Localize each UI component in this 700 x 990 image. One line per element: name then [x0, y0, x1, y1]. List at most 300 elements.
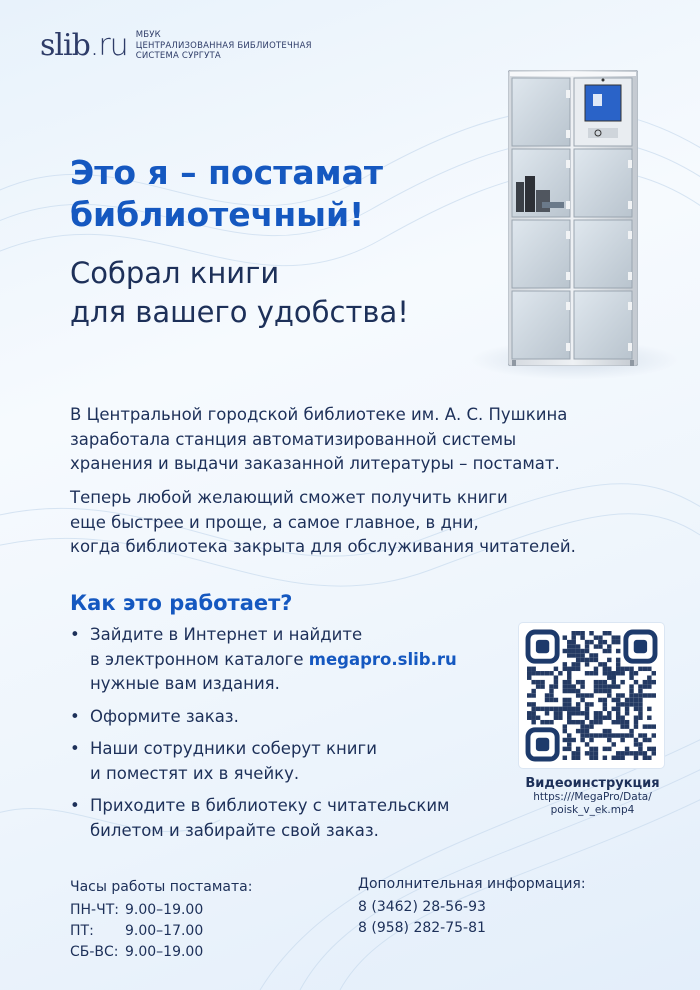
qr-module — [616, 667, 620, 671]
qr-module — [603, 747, 607, 751]
qr-module — [598, 716, 602, 720]
qr-module — [540, 671, 544, 675]
intro-line: когда библиотека закрыта для обслуживания читателей. — [70, 537, 576, 556]
qr-module — [540, 680, 544, 684]
qr-module — [527, 675, 531, 679]
qr-module — [594, 680, 598, 684]
qr-module — [598, 662, 602, 666]
qr-module — [616, 698, 620, 702]
qr-module — [554, 698, 558, 702]
logo-org-line: СИСТЕМА СУРГУТА — [135, 51, 221, 62]
qr-module — [598, 689, 602, 693]
qr-module — [571, 711, 575, 715]
qr-module — [612, 640, 616, 644]
step-text: нужные вам издания. — [90, 674, 280, 693]
qr-module — [567, 649, 571, 653]
qr-module — [603, 716, 607, 720]
logo-org-line: ЦЕНТРАЛИЗОВАННАЯ БИБЛИОТЕЧНАЯ — [135, 40, 312, 51]
qr-module — [567, 733, 571, 737]
qr-module — [634, 756, 638, 760]
qr-module — [598, 711, 602, 715]
qr-module — [612, 684, 616, 688]
logo-wordmark — [40, 30, 128, 62]
qr-module — [531, 707, 535, 711]
qr-module — [638, 716, 642, 720]
qr-module — [531, 720, 535, 724]
qr-module — [571, 667, 575, 671]
qr-module — [620, 724, 624, 728]
qr-module — [652, 724, 656, 728]
qr-module — [603, 756, 607, 760]
qr-module — [567, 680, 571, 684]
qr-module — [616, 720, 620, 724]
qr-module — [612, 680, 616, 684]
qr-finder-center — [634, 640, 647, 653]
contact-title: Дополнительная информация: — [358, 876, 586, 892]
qr-module — [603, 671, 607, 675]
qr-module — [620, 693, 624, 697]
qr-module — [629, 667, 633, 671]
intro-line: заработала станция автоматизированной системы — [70, 429, 517, 449]
qr-module — [549, 693, 553, 697]
qr-module — [634, 738, 638, 742]
qr-module — [554, 667, 558, 671]
qr-module — [647, 693, 651, 697]
qr-module — [625, 733, 629, 737]
qr-module — [576, 680, 580, 684]
qr-module — [629, 751, 633, 755]
qr-module — [576, 649, 580, 653]
qr-module — [527, 693, 531, 697]
qr-module — [585, 707, 589, 711]
qr-module — [620, 733, 624, 737]
qr-finder-center — [536, 640, 549, 653]
qr-module — [580, 738, 584, 742]
steps-list — [70, 623, 510, 851]
qr-module — [594, 751, 598, 755]
qr-module — [540, 707, 544, 711]
qr-module — [629, 702, 633, 706]
qr-module — [576, 720, 580, 724]
qr-module — [567, 711, 571, 715]
qr-module — [549, 707, 553, 711]
qr-module — [580, 711, 584, 715]
qr-module — [549, 689, 553, 693]
qr-module — [616, 662, 620, 666]
qr-module — [536, 707, 540, 711]
qr-module — [585, 724, 589, 728]
qr-module — [647, 738, 651, 742]
qr-module — [576, 662, 580, 666]
qr-module — [607, 658, 611, 662]
qr-module — [585, 662, 589, 666]
qr-module — [563, 724, 567, 728]
qr-module — [576, 693, 580, 697]
list-item — [70, 705, 510, 730]
qr-module — [531, 680, 535, 684]
logo-org-line: МБУК — [135, 30, 161, 41]
qr-module — [531, 671, 535, 675]
qr-module — [571, 640, 575, 644]
qr-module — [643, 756, 647, 760]
step-text: в электронном каталоге — [90, 649, 309, 669]
qr-module — [634, 693, 638, 697]
qr-module — [616, 751, 620, 755]
hours-days: ПН-ЧТ: — [70, 902, 119, 918]
qr-module — [536, 671, 540, 675]
qr-module — [536, 716, 540, 720]
qr-module — [567, 747, 571, 751]
qr-module — [643, 738, 647, 742]
qr-code-card[interactable] — [519, 623, 664, 768]
intro-line: В Центральной городской библиотеке им. А. С. Пушкина — [70, 405, 568, 424]
qr-module — [589, 733, 593, 737]
qr-module — [607, 675, 611, 679]
qr-module — [616, 711, 620, 715]
qr-module — [647, 680, 651, 684]
qr-module — [625, 698, 629, 702]
qr-module — [563, 680, 567, 684]
qr-module — [652, 747, 656, 751]
qr-module — [638, 742, 642, 746]
qr-module — [571, 635, 575, 639]
qr-module — [603, 649, 607, 653]
qr-module — [638, 698, 642, 702]
qr-module — [652, 693, 656, 697]
qr-module — [634, 671, 638, 675]
qr-module — [549, 684, 553, 688]
qr-module — [580, 658, 584, 662]
qr-module — [607, 716, 611, 720]
qr-module — [616, 707, 620, 711]
qr-module — [625, 724, 629, 728]
qr-module — [589, 738, 593, 742]
qr-module — [629, 675, 633, 679]
catalog-link[interactable]: megapro.slib.ru — [308, 649, 457, 669]
qr-module — [563, 756, 567, 760]
qr-module — [647, 724, 651, 728]
qr-module — [589, 631, 593, 635]
qr-module — [554, 684, 558, 688]
qr-module — [580, 680, 584, 684]
qr-module — [580, 724, 584, 728]
qr-module — [580, 693, 584, 697]
video-url-line: https:///MegaPro/Data/ — [533, 791, 652, 803]
qr-module — [638, 684, 642, 688]
qr-module — [554, 711, 558, 715]
qr-module — [580, 684, 584, 688]
qr-module — [571, 720, 575, 724]
qr-module — [563, 738, 567, 742]
qr-module — [634, 680, 638, 684]
qr-module — [531, 702, 535, 706]
qr-module — [580, 729, 584, 733]
qr-module — [589, 693, 593, 697]
qr-module — [571, 738, 575, 742]
qr-module — [607, 684, 611, 688]
qr-module — [585, 649, 589, 653]
phone-number[interactable]: 8 (3462) 28-56-93 — [358, 899, 486, 915]
working-hours — [70, 877, 252, 963]
qr-module — [607, 693, 611, 697]
qr-module — [625, 702, 629, 706]
intro-line: еще быстрее и проще, а самое главное, в дни, — [70, 512, 479, 532]
qr-module — [527, 711, 531, 715]
qr-module — [634, 716, 638, 720]
page-title — [70, 152, 490, 236]
qr-module — [585, 751, 589, 755]
qr-module — [567, 684, 571, 688]
intro-line: Теперь любой желающий сможет получить книги — [70, 488, 508, 507]
qr-module — [634, 698, 638, 702]
bullet: • — [70, 739, 80, 758]
qr-module — [567, 716, 571, 720]
qr-module — [625, 667, 629, 671]
qr-module — [527, 667, 531, 671]
qr-module — [563, 729, 567, 733]
title-line: библиотечный! — [70, 195, 365, 234]
qr-module — [607, 671, 611, 675]
qr-module — [594, 711, 598, 715]
qr-module — [625, 707, 629, 711]
qr-module — [594, 635, 598, 639]
qr-module — [612, 756, 616, 760]
qr-module — [625, 747, 629, 751]
qr-module — [527, 702, 531, 706]
qr-finder-center — [536, 738, 549, 751]
logo-domain-text: .ru — [89, 28, 128, 63]
qr-module — [594, 716, 598, 720]
qr-module — [563, 747, 567, 751]
subtitle-line: для вашего удобства! — [70, 295, 409, 329]
qr-module — [620, 738, 624, 742]
qr-module — [567, 689, 571, 693]
qr-module — [594, 720, 598, 724]
qr-module — [629, 733, 633, 737]
qr-module — [589, 751, 593, 755]
qr-module — [634, 751, 638, 755]
qr-module — [545, 671, 549, 675]
qr-module — [589, 756, 593, 760]
qr-module — [598, 640, 602, 644]
qr-module — [563, 649, 567, 653]
qr-module — [567, 640, 571, 644]
qr-module — [554, 680, 558, 684]
qr-module — [612, 733, 616, 737]
qr-module — [563, 635, 567, 639]
qr-module — [616, 693, 620, 697]
qr-module — [603, 689, 607, 693]
qr-module — [647, 684, 651, 688]
intro-paragraph — [70, 403, 630, 477]
qr-module — [598, 644, 602, 648]
qr-module — [580, 635, 584, 639]
qr-module — [634, 742, 638, 746]
qr-module — [571, 631, 575, 635]
qr-module — [607, 644, 611, 648]
qr-module — [545, 720, 549, 724]
qr-module — [594, 658, 598, 662]
qr-module — [594, 671, 598, 675]
qr-module — [585, 729, 589, 733]
qr-module — [558, 711, 562, 715]
qr-module — [585, 742, 589, 746]
video-instruction-title: Видеоинструкция — [525, 776, 660, 791]
qr-module — [616, 671, 620, 675]
qr-module — [563, 662, 567, 666]
qr-module — [589, 671, 593, 675]
qr-module — [531, 711, 535, 715]
qr-module — [576, 653, 580, 657]
qr-module — [616, 649, 620, 653]
hours-time: 9.00–19.00 — [125, 944, 204, 960]
qr-module — [571, 653, 575, 657]
qr-module — [531, 716, 535, 720]
qr-module — [545, 707, 549, 711]
qr-module — [598, 635, 602, 639]
qr-module — [567, 671, 571, 675]
step-text: Наши сотрудники соберут книги — [90, 739, 377, 758]
library-logo[interactable] — [40, 30, 312, 62]
qr-module — [647, 675, 651, 679]
qr-module — [652, 671, 656, 675]
qr-module — [567, 698, 571, 702]
qr-module — [647, 667, 651, 671]
qr-module — [571, 689, 575, 693]
qr-module — [647, 756, 651, 760]
qr-module — [616, 684, 620, 688]
qr-module — [612, 698, 616, 702]
qr-module — [567, 653, 571, 657]
qr-module — [607, 631, 611, 635]
phone-number[interactable]: 8 (958) 282-75-81 — [358, 920, 486, 936]
hours-row — [70, 942, 252, 963]
qr-module — [563, 684, 567, 688]
qr-module — [580, 653, 584, 657]
qr-module — [567, 742, 571, 746]
qr-code-icon[interactable] — [519, 623, 664, 768]
qr-module — [554, 716, 558, 720]
qr-module — [576, 702, 580, 706]
qr-module — [598, 698, 602, 702]
qr-module — [598, 680, 602, 684]
qr-module — [527, 671, 531, 675]
qr-module — [540, 720, 544, 724]
qr-module — [589, 747, 593, 751]
qr-module — [567, 702, 571, 706]
qr-module — [594, 756, 598, 760]
qr-module — [625, 720, 629, 724]
logo-org-name — [136, 30, 312, 62]
qr-module — [620, 716, 624, 720]
qr-module — [576, 729, 580, 733]
hours-days: СБ-ВС: — [70, 944, 119, 960]
qr-module — [576, 689, 580, 693]
qr-module — [638, 751, 642, 755]
qr-module — [643, 724, 647, 728]
qr-module — [629, 671, 633, 675]
qr-module — [571, 751, 575, 755]
qr-module — [607, 689, 611, 693]
qr-module — [576, 644, 580, 648]
qr-module — [643, 667, 647, 671]
qr-caption — [505, 776, 680, 817]
hours-row — [70, 921, 252, 942]
qr-module — [643, 680, 647, 684]
qr-module — [594, 653, 598, 657]
qr-module — [571, 756, 575, 760]
qr-module — [634, 720, 638, 724]
qr-module — [625, 711, 629, 715]
logo-mark-text: slib — [40, 28, 90, 63]
qr-module — [585, 733, 589, 737]
qr-module — [638, 733, 642, 737]
hours-days: ПТ: — [70, 923, 94, 939]
qr-module — [576, 707, 580, 711]
qr-module — [554, 675, 558, 679]
qr-module — [558, 671, 562, 675]
qr-module — [612, 720, 616, 724]
page-subtitle — [70, 254, 490, 332]
qr-module — [576, 631, 580, 635]
how-it-works-heading: Как это работает? — [70, 591, 293, 615]
qr-module — [563, 689, 567, 693]
qr-module — [527, 716, 531, 720]
qr-module — [620, 751, 624, 755]
qr-module — [580, 649, 584, 653]
qr-module — [571, 707, 575, 711]
step-text: билетом и забирайте свой заказ. — [90, 820, 379, 840]
qr-module — [616, 635, 620, 639]
qr-module — [643, 684, 647, 688]
qr-module — [603, 707, 607, 711]
qr-module — [585, 711, 589, 715]
list-item — [70, 623, 510, 697]
list-item — [70, 737, 510, 786]
qr-module — [549, 720, 553, 724]
qr-module — [616, 640, 620, 644]
qr-module — [603, 680, 607, 684]
bullet: • — [70, 706, 80, 726]
qr-module — [634, 724, 638, 728]
qr-module — [612, 675, 616, 679]
qr-module — [603, 698, 607, 702]
video-url-line: poisk_v_ek.mp4 — [550, 804, 635, 816]
qr-module — [531, 689, 535, 693]
qr-module — [607, 729, 611, 733]
qr-module — [536, 684, 540, 688]
qr-module — [576, 756, 580, 760]
qr-module — [563, 707, 567, 711]
qr-module — [652, 680, 656, 684]
qr-module — [620, 702, 624, 706]
qr-module — [607, 733, 611, 737]
qr-module — [585, 693, 589, 697]
qr-module — [603, 662, 607, 666]
subtitle-line: Собрал книги — [70, 256, 280, 290]
intro-line: хранения и выдачи заказанной литературы – постамат. — [70, 454, 560, 473]
qr-module — [558, 716, 562, 720]
parcel-locker-illustration — [508, 70, 638, 366]
qr-module — [576, 711, 580, 715]
qr-module — [607, 649, 611, 653]
qr-module — [567, 667, 571, 671]
qr-module — [643, 733, 647, 737]
qr-module — [603, 631, 607, 635]
qr-module — [589, 640, 593, 644]
title-line: Это я – постамат — [70, 153, 383, 192]
qr-module — [638, 667, 642, 671]
